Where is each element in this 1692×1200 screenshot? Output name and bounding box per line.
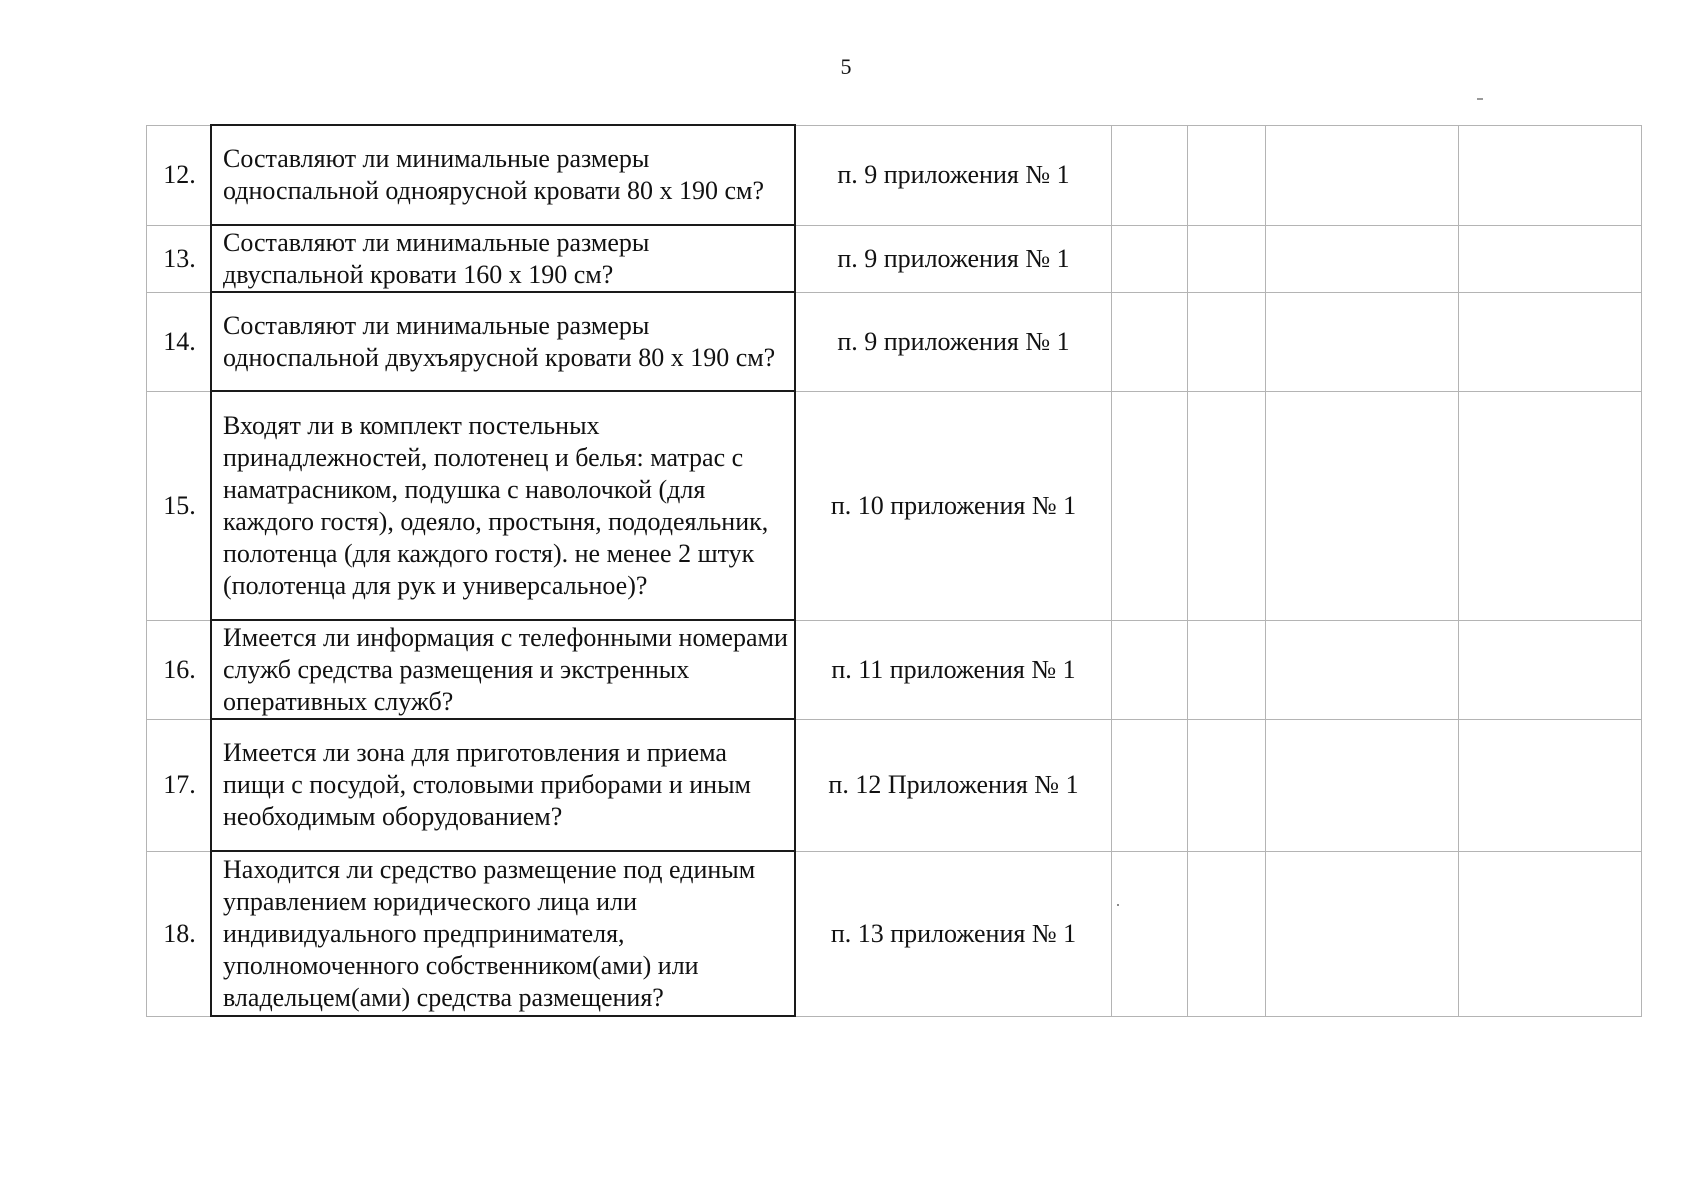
empty-cell <box>1459 391 1642 620</box>
empty-cell <box>1112 125 1188 225</box>
empty-cell <box>1266 620 1459 719</box>
checklist-table <box>146 124 1642 1017</box>
empty-cell <box>1266 851 1459 1016</box>
empty-cell <box>1188 620 1266 719</box>
row-question: Входят ли в комплект постельных принадлежностей, полотенец и белья: матрас с наматрасником, подушка с наволочкой (для каждого гостя), одеяло, простыня, пододеяльник, полотенца (для каждого гостя). не менее 2 штук (полотенца для рук и универсальное)? <box>211 391 795 620</box>
row-reference: п. 9 приложения № 1 <box>795 225 1112 292</box>
row-question: Находится ли средство размещение под единым управлением юридического лица или индивидуального предпринимателя, уполномоченного собственником(ами) или владельцем(ами) средства размещения? <box>211 851 795 1016</box>
empty-cell <box>1459 851 1642 1016</box>
row-reference: п. 9 приложения № 1 <box>795 292 1112 391</box>
empty-cell <box>1459 292 1642 391</box>
empty-cell <box>1459 225 1642 292</box>
empty-cell <box>1188 851 1266 1016</box>
row-reference: п. 10 приложения № 1 <box>795 391 1112 620</box>
row-number: 16. <box>147 620 212 719</box>
row-question: Составляют ли минимальные размеры двуспальной кровати 160 х 190 см? <box>211 225 795 292</box>
table-row <box>147 719 1642 851</box>
row-number: 18. <box>147 851 212 1016</box>
empty-cell <box>1188 391 1266 620</box>
row-number: 15. <box>147 391 212 620</box>
row-number: 13. <box>147 225 212 292</box>
empty-cell <box>1112 620 1188 719</box>
table-row <box>147 125 1642 225</box>
row-reference: п. 13 приложения № 1 <box>795 851 1112 1016</box>
row-question: Составляют ли минимальные размеры односпальной одноярусной кровати 80 х 190 см? <box>211 125 795 225</box>
empty-cell <box>1266 225 1459 292</box>
row-question: Имеется ли информация с телефонными номерами служб средства размещения и экстренных оперативных служб? <box>211 620 795 719</box>
page-number: 5 <box>840 54 852 79</box>
row-reference: п. 9 приложения № 1 <box>795 125 1112 225</box>
row-question: Составляют ли минимальные размеры односпальной двухъярусной кровати 80 х 190 см? <box>211 292 795 391</box>
table-row <box>147 391 1642 620</box>
empty-cell <box>1266 292 1459 391</box>
empty-cell <box>1188 292 1266 391</box>
row-number: 14. <box>147 292 212 391</box>
table-row <box>147 225 1642 292</box>
row-question: Имеется ли зона для приготовления и приема пищи с посудой, столовыми приборами и иным необходимым оборудованием? <box>211 719 795 851</box>
empty-cell <box>1459 719 1642 851</box>
table-row <box>147 620 1642 719</box>
empty-cell <box>1112 225 1188 292</box>
empty-cell <box>1459 620 1642 719</box>
row-reference: п. 11 приложения № 1 <box>795 620 1112 719</box>
table-row <box>147 851 1642 1016</box>
empty-cell <box>1188 125 1266 225</box>
row-reference: п. 12 Приложения № 1 <box>795 719 1112 851</box>
empty-cell <box>1266 391 1459 620</box>
row-number: 17. <box>147 719 212 851</box>
empty-cell <box>1266 719 1459 851</box>
table-row <box>147 292 1642 391</box>
empty-cell <box>1266 125 1459 225</box>
empty-cell <box>1112 292 1188 391</box>
empty-cell <box>1112 851 1188 1016</box>
row-number: 12. <box>147 125 212 225</box>
scan-mark <box>1477 98 1483 100</box>
empty-cell <box>1188 225 1266 292</box>
empty-cell <box>1188 719 1266 851</box>
empty-cell <box>1112 719 1188 851</box>
empty-cell <box>1459 125 1642 225</box>
empty-cell <box>1112 391 1188 620</box>
